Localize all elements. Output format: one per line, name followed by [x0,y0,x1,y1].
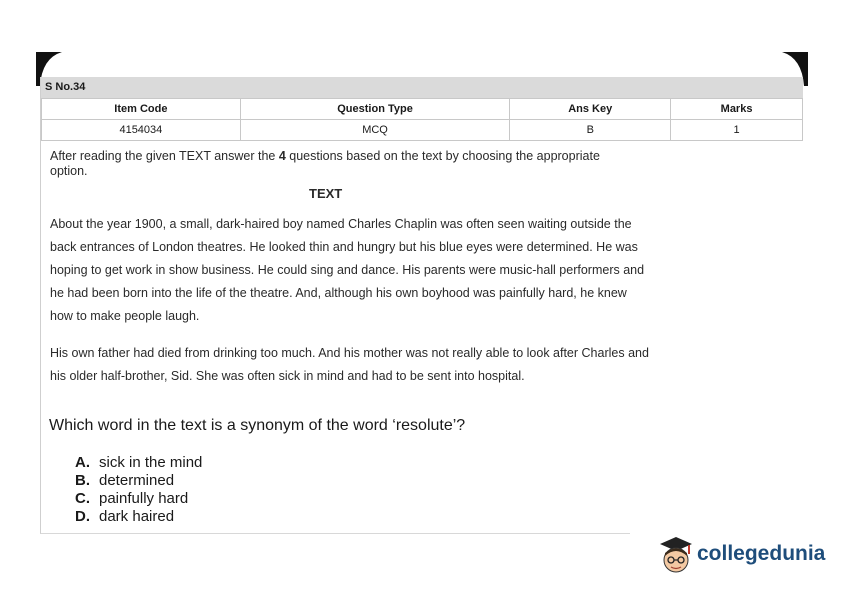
header-marks: Marks [671,99,803,120]
instruction-after: questions based on the text by choosing the appropriate option. [50,149,600,178]
graduate-avatar-icon [656,534,696,576]
header-item-code: Item Code [42,99,241,120]
instruction-text [50,149,610,179]
option-letter: A. [75,454,90,471]
question-sheet [40,77,803,534]
option-text: dark haired [99,508,175,525]
option-d [75,508,202,526]
header-question-type: Question Type [240,99,510,120]
option-text: sick in the mind [99,454,203,471]
table-row [42,120,803,141]
option-text: determined [99,472,175,489]
marks-value: 1 [671,120,803,141]
collegedunia-logo[interactable] [656,530,826,580]
text-heading: TEXT [309,186,343,201]
question-type-value: MCQ [240,120,510,141]
option-text: painfully hard [99,490,189,507]
option-b [75,472,202,490]
passage-paragraph-2: His own father had died from drinking too much. And his mother was not really able to look after Charles and his older half-brother, Sid. She was often sick in mind and had to be sent into hospital. [50,346,649,383]
option-c [75,490,202,508]
option-letter: C. [75,490,90,507]
passage-paragraph-1: About the year 1900, a small, dark-haired boy named Charles Chaplin was often seen waiting outside the back entrances of London theatres. He looked thin and hungry but his blue eyes were determined. He was hoping to get work in show business. He could sing and dance. His parents were music-hall performers and he had been born into the life of the theatre. And, although his own boyhood was painfully hard, he knew how to make people laugh. [50,217,645,323]
brand-name: collegedunia [697,542,826,565]
table-header-row [42,99,803,120]
option-a [75,454,202,472]
serial-number-bar: S No.34 [41,77,803,98]
question-meta-table [41,98,803,141]
instruction-before: After reading the given TEXT answer the [50,149,279,163]
question-count: 4 [278,149,286,163]
item-code-value: 4154034 [42,120,241,141]
question-text: Which word in the text is a synonym of the word ‘resolute’? [49,417,466,434]
answer-options [75,454,202,526]
ans-key-value: B [510,120,671,141]
option-letter: D. [75,508,90,525]
header-ans-key: Ans Key [510,99,671,120]
option-letter: B. [75,472,90,489]
